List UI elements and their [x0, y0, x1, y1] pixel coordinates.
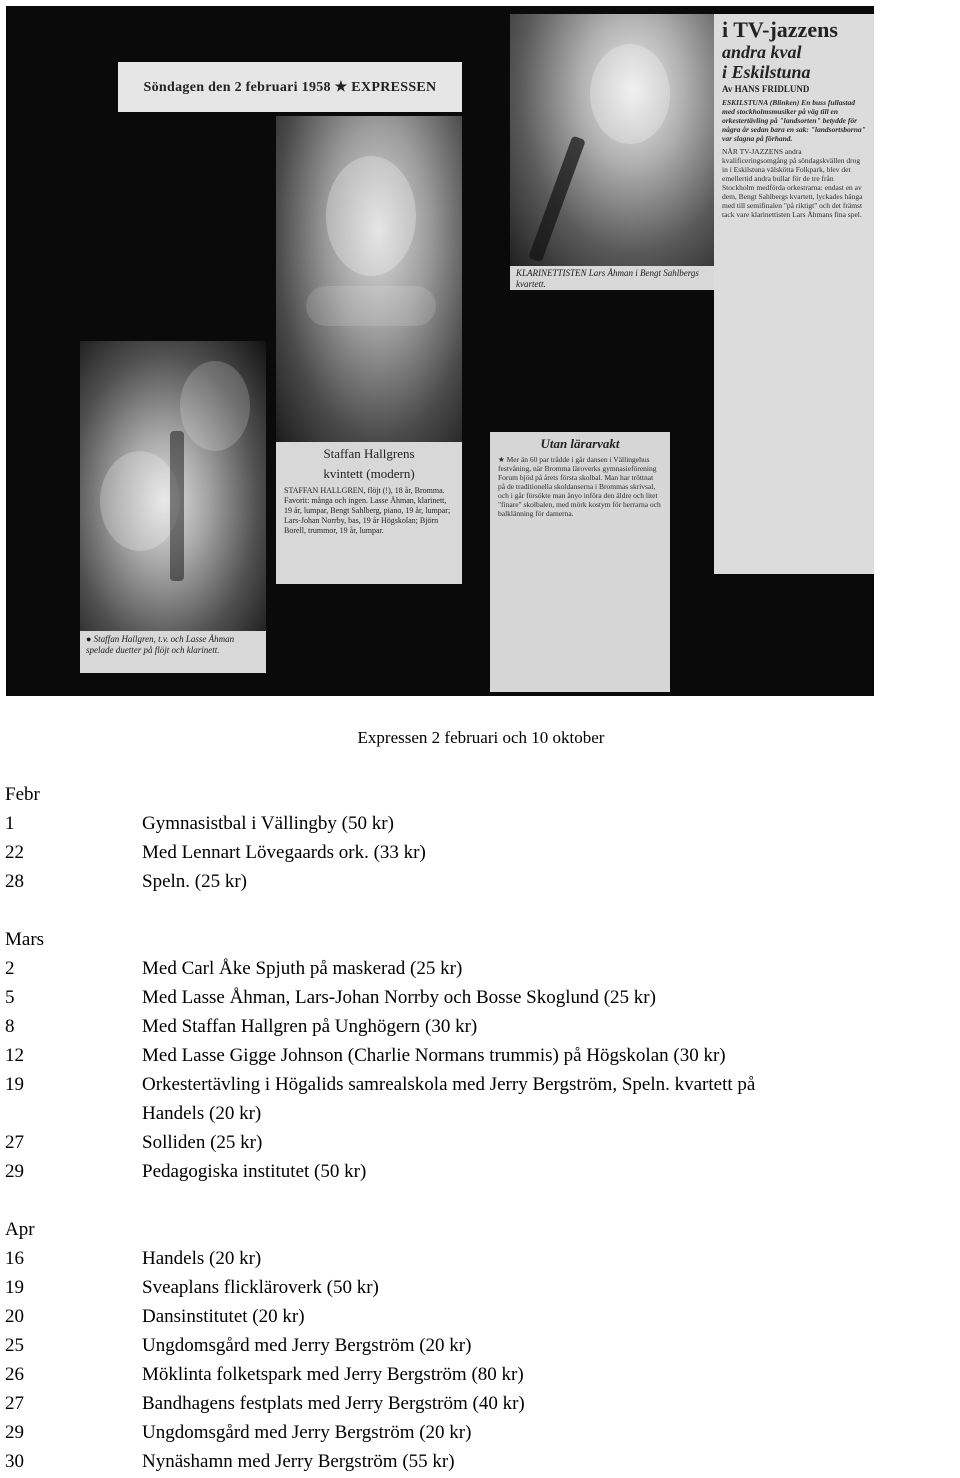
schedule-row	[5, 1012, 957, 1041]
larare-body: ★ Mer än 60 par trådde i går dansen i Vällingehus festvåning, när Bromma läroverks gymnasieförening Forum bjöd på årets första skolbal. Man har tröttnat på de traditionella skoldanserna i Brommas skrivsal, och i går försökte man ånyo införa den äldre och litet "finare" skolbalen, med mörk kostym för herrarna och balklänning för damerna.	[498, 455, 661, 518]
schedule-day: 16	[5, 1248, 24, 1269]
schedule-entry: Med Carl Åke Spjuth på maskerad (25 kr)	[142, 958, 463, 979]
article-subhead-2: i Eskilstuna	[722, 62, 811, 82]
schedule-row	[5, 1244, 957, 1273]
photo-flutist	[276, 116, 462, 442]
schedule-entry: Möklinta folketspark med Jerry Bergström (80 kr)	[142, 1364, 524, 1385]
schedule-day: 19	[5, 1277, 24, 1298]
schedule-entry: Handels (20 kr)	[142, 1103, 262, 1124]
schedule-entry: Speln. (25 kr)	[142, 871, 248, 892]
schedule-day: 20	[5, 1306, 24, 1327]
schedule-entry: Med Staffan Hallgren på Unghögern (30 kr)	[142, 1016, 478, 1037]
schedule-row	[5, 1331, 957, 1360]
schedule-day: 8	[5, 1016, 15, 1037]
schedule-entry: Bandhagens festplats med Jerry Bergström (40 kr)	[142, 1393, 525, 1414]
article-subhead-1: andra kval	[722, 42, 802, 62]
schedule-row	[5, 1041, 957, 1070]
schedule-day: 1	[5, 813, 15, 834]
schedule-row	[5, 1070, 957, 1099]
schedule-row	[5, 1360, 957, 1389]
schedule-row	[5, 1389, 957, 1418]
schedule-day: 27	[5, 1393, 24, 1414]
article-lead: ESKILSTUNA (Blinken) En buss fullastad med stockholmsmusiker på väg till en orkestertävling på "landsorten" betydde för några år sedan bara en sak: "landsortsborna" var slagna på förhand.	[722, 98, 866, 143]
schedule-row	[5, 1128, 957, 1157]
schedule-day: 27	[5, 1132, 24, 1153]
newspaper-header-text: Söndagen den 2 februari 1958 ★ EXPRESSEN	[143, 79, 437, 95]
scrapbook-photo	[6, 6, 874, 696]
article-clipping	[714, 14, 874, 574]
duet-caption-clipping	[80, 631, 266, 673]
schedule-day: 12	[5, 1045, 24, 1066]
schedule-day: 5	[5, 987, 15, 1008]
schedule-entry: Sveaplans flickläroverk (50 kr)	[142, 1277, 379, 1298]
larare-clipping	[490, 432, 670, 692]
figure-caption-text: Expressen 2 februari och 10 oktober	[357, 728, 605, 747]
ahman-caption-clipping	[510, 266, 714, 290]
schedule-entry: Med Lasse Gigge Johnson (Charlie Normans trummis) på Högskolan (30 kr)	[142, 1045, 726, 1066]
schedule-entry: Med Lasse Åhman, Lars-Johan Norrby och Bosse Skoglund (25 kr)	[142, 987, 656, 1008]
schedule-entry: Orkestertävling i Högalids samrealskola med Jerry Bergström, Speln. kvartett på	[142, 1074, 756, 1095]
schedule-row	[5, 1302, 957, 1331]
schedule-day: 28	[5, 871, 24, 892]
schedule-row	[5, 1273, 957, 1302]
photo-clarinetist	[510, 14, 714, 266]
article-headline: i TV-jazzens	[722, 17, 838, 42]
schedule-row	[5, 867, 957, 896]
hallgren-caption-clipping	[276, 442, 462, 584]
schedule-entry: Dansinstitutet (20 kr)	[142, 1306, 305, 1327]
schedule-day: 25	[5, 1335, 24, 1356]
schedule-entry: Ungdomsgård med Jerry Bergström (20 kr)	[142, 1335, 472, 1356]
schedule-row	[5, 983, 957, 1012]
ahman-caption-text: KLARINETTISTEN Lars Åhman i Bengt Sahlbergs kvartett.	[516, 268, 699, 289]
schedule-entry: Gymnasistbal i Vällingby (50 kr)	[142, 813, 394, 834]
schedule-entry: Ungdomsgård med Jerry Bergström (20 kr)	[142, 1422, 472, 1443]
schedule-row	[5, 1418, 957, 1447]
article-byline: Av HANS FRIDLUND	[722, 84, 810, 94]
hallgren-caption-title-1: Staffan Hallgrens	[323, 446, 415, 461]
article-body: NÄR TV-JAZZENS andra kvalificeringsomgång på söndagskvällen drog in i Eskilstuna välskötta Folkpark, blev det emellertid andra bullar för de tre från Stockholm medförda orkestrarna: endast en av dem, Bengt Sahlbergs kvartett, lyckades hänga med till semifinalen "på riktigt" och det främst tack vare klarinettisten Lars Åhmans fina spel.	[722, 147, 863, 219]
duet-caption-text: ● Staffan Hallgren, t.v. och Lasse Åhman spelade duetter på flöjt och klarinett.	[86, 634, 235, 655]
hallgren-caption-body: STAFFAN HALLGREN, flöjt (!), 18 år, Bromma. Favorit: många och ingen. Lasse Åhman, klarinett, 19 år, lumpar, Bengt Sahlberg, piano, 19 år, lumpar; Lars-Johan Norrby, bas, 19 år Högskolan; Björn Borell, trummor, 19 år, lumpar.	[284, 486, 451, 535]
larare-title: Utan lärarvakt	[540, 436, 620, 451]
schedule-row	[5, 1447, 957, 1476]
schedule-day: 30	[5, 1451, 24, 1472]
schedule-entry: Handels (20 kr)	[142, 1248, 262, 1269]
schedule-entry: Nynäshamn med Jerry Bergström (55 kr)	[142, 1451, 455, 1472]
schedule-entry: Solliden (25 kr)	[142, 1132, 263, 1153]
schedule-day: 19	[5, 1074, 24, 1095]
schedule-row	[5, 809, 957, 838]
hallgren-caption-title-2: kvintett (modern)	[323, 466, 415, 481]
schedule-day	[5, 1099, 142, 1128]
month-heading: Apr	[5, 1219, 35, 1240]
gig-schedule	[5, 780, 957, 1476]
schedule-day: 22	[5, 842, 24, 863]
schedule-row	[5, 838, 957, 867]
schedule-day: 29	[5, 1161, 24, 1182]
newspaper-header-clipping	[118, 62, 462, 112]
schedule-day: 29	[5, 1422, 24, 1443]
schedule-row	[5, 1157, 957, 1186]
schedule-day: 2	[5, 958, 15, 979]
photo-duet	[80, 341, 266, 631]
figure-caption	[0, 728, 960, 748]
schedule-entry: Med Lennart Lövegaards ork. (33 kr)	[142, 842, 426, 863]
schedule-day: 26	[5, 1364, 24, 1385]
month-heading: Mars	[5, 929, 45, 950]
month-heading: Febr	[5, 784, 40, 805]
schedule-row	[5, 954, 957, 983]
schedule-entry: Pedagogiska institutet (50 kr)	[142, 1161, 367, 1182]
schedule-row	[5, 1099, 957, 1128]
